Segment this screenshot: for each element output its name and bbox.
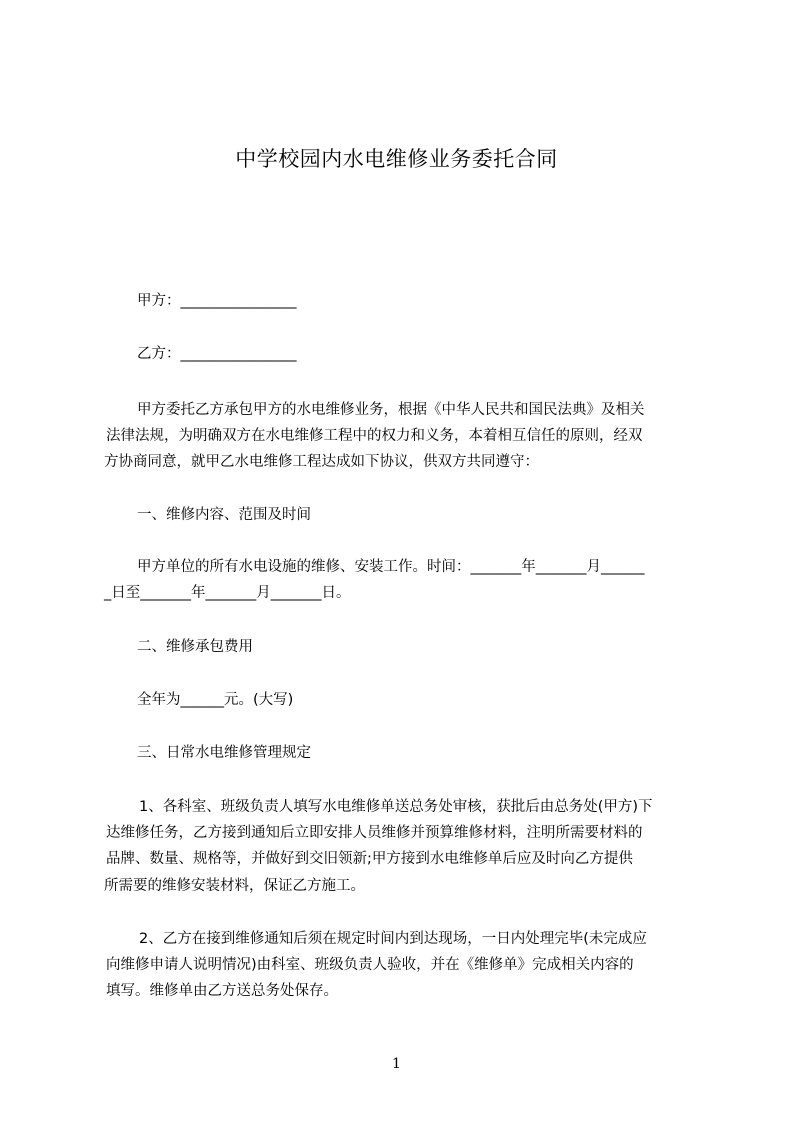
clause-line: 向维修申请人说明情况)由科室、班级负责人验收，并在《维修单》完成相关内容的 xyxy=(106,957,634,973)
intro-paragraph-line: 甲方委托乙方承包甲方的水电维修业务，根据《中华人民共和国民法典》及相关 xyxy=(137,402,645,418)
section-heading: 一、维修内容、范围及时间 xyxy=(137,507,311,523)
clause-line: 2、乙方在接到维修通知后须在规定时间内到达现场，一日内处理完毕(未完成应 xyxy=(139,931,647,947)
party-b-line: 乙方：________________ xyxy=(137,346,297,362)
page-number: 1 xyxy=(392,1056,401,1072)
clause-line: 品牌、数量、规格等，并做好到交旧领新;甲方接到水电维修单后应及时向乙方提供 xyxy=(106,851,633,867)
clause-line: 1、各科室、班级负责人填写水电维修单送总务处审核，获批后由总务处(甲方)下 xyxy=(139,799,653,815)
section-text-line: 甲方单位的所有水电设施的维修、安装工作。时间：_______年_______月______ xyxy=(137,559,645,575)
section-heading: 二、维修承包费用 xyxy=(137,639,253,655)
section-text-line: _日至_______年_______月_______日。 xyxy=(104,585,351,601)
clause-line: 所需要的维修安装材料，保证乙方施工。 xyxy=(104,878,365,894)
section-text-line: 全年为______元。(大写) xyxy=(137,692,294,708)
intro-paragraph-line: 法律法规，为明确双方在水电维修工程中的权力和义务，本着相互信任的原则，经双 xyxy=(106,428,643,444)
party-a-line: 甲方：________________ xyxy=(137,293,297,309)
document-title: 中学校园内水电维修业务委托合同 xyxy=(235,147,558,171)
clause-line: 达维修任务，乙方接到通知后立即安排人员维修并预算维修材料，注明所需要材料的 xyxy=(106,825,643,841)
intro-paragraph-line: 方协商同意，就甲乙水电维修工程达成如下协议，供双方共同遵守： xyxy=(104,454,539,470)
clause-line: 填写。维修单由乙方送总务处保存。 xyxy=(106,983,338,999)
section-heading: 三、日常水电维修管理规定 xyxy=(137,745,311,761)
